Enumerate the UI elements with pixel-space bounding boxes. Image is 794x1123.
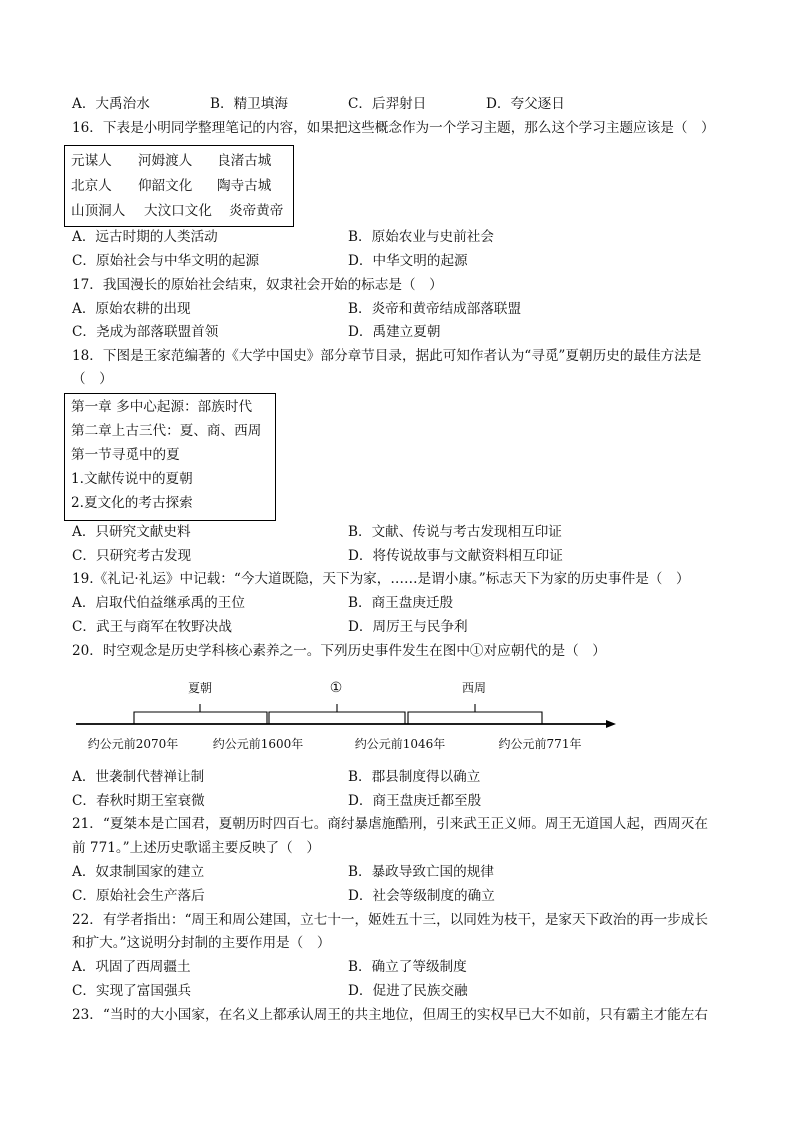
table-cell: 元谋人	[71, 153, 112, 169]
segment-bracket-xizhou	[408, 712, 542, 724]
q15-option-d: D．夸父逐日	[486, 96, 565, 112]
q20-option-b: B．郡县制度得以确立	[348, 769, 481, 785]
q16-option-c: C．原始社会与中华文明的起源	[72, 253, 260, 269]
q16-stem: 16．下表是小明同学整理笔记的内容，如果把这些概念作为一个学习主题，那么这个学习主题应该是（ ）	[72, 120, 715, 136]
tick-label: 约公元前2070年	[87, 737, 179, 751]
q17-option-b: B．炎帝和黄帝结成部落联盟	[348, 301, 522, 317]
segment-label-xizhou: 西周	[461, 681, 487, 695]
q17-stem: 17．我国漫长的原始社会结束，奴隶社会开始的标志是（ ）	[72, 277, 443, 293]
segment-label-circle-1: ①	[329, 680, 343, 696]
q19-option-d: D．周厉王与民争利	[348, 619, 468, 635]
q20-option-c: C．春秋时期王室衰微	[72, 793, 205, 809]
q22-option-d: D．促进了民族交融	[348, 983, 468, 999]
segment-bracket-1	[269, 712, 405, 724]
contents-line: 2.夏文化的考古探索	[71, 495, 193, 511]
q21-option-b: B．暴政导致亡国的规律	[348, 864, 494, 880]
segment-brackets	[134, 704, 542, 724]
segment-bracket-xia	[134, 712, 267, 724]
q18-option-a: A．只研究文献史料	[72, 524, 191, 540]
q23-stem: 23．“当时的大小国家，在名义上都承认周王的共主地位，但周王的实权早已大不如前，只有霸主才能左右	[72, 1007, 708, 1023]
arrow-head-icon	[606, 720, 616, 728]
q17-option-c: C．尧成为部落联盟首领	[72, 324, 219, 340]
q16-option-b: B．原始农业与史前社会	[348, 229, 494, 245]
table-cell: 良渚古城	[217, 153, 272, 169]
segment-label-xia: 夏朝	[187, 681, 213, 695]
q20-stem: 20．时空观念是历史学科核心素养之一。下列历史事件发生在图中①对应朝代的是（ ）	[72, 643, 606, 659]
table-cell: 河姆渡人	[138, 153, 193, 169]
table-cell: 陶寺古城	[217, 178, 272, 194]
table-cell: 北京人	[71, 178, 112, 194]
q22-option-b: B．确立了等级制度	[348, 959, 467, 975]
tick-label: 约公元前1046年	[354, 737, 446, 751]
q21-option-a: A．奴隶制国家的建立	[72, 864, 205, 880]
q22-stem: 22．有学者指出：“周王和周公建国，立七十一，姬姓五十三，以同姓为枝干，是家天下政治的再一步成长	[72, 912, 708, 928]
q18-contents-box	[64, 393, 276, 521]
tick-label: 约公元前771年	[498, 737, 582, 751]
q19-option-b: B．商王盘庚迁殷	[348, 595, 454, 611]
q18-option-c: C．只研究考古发现	[72, 548, 192, 564]
q15-option-a: A．大禹治水	[72, 96, 150, 112]
table-cell: 山顶洞人	[71, 203, 126, 219]
q19-option-c: C．武王与商军在牧野决战	[72, 619, 232, 635]
table-cell: 炎帝黄帝	[229, 203, 284, 219]
contents-line: 第二章上古三代：夏、商、西周	[71, 423, 262, 439]
q16-concept-table	[64, 145, 294, 227]
table-cell: 大汶口文化	[144, 203, 212, 219]
q21-option-c: C．原始社会生产落后	[72, 888, 205, 904]
q18-stem-paren: （ ）	[72, 371, 113, 387]
contents-line: 第一节寻觅中的夏	[71, 447, 180, 463]
q17-option-d: D．禹建立夏朝	[348, 324, 441, 340]
q20-option-d: D．商王盘庚迁都至殷	[348, 793, 482, 809]
q18-option-d: D．将传说故事与文献资料相互印证	[348, 548, 563, 564]
q21-stem: 21．“夏桀本是亡国君，夏朝历时四百七。商纣暴虐施酷刑，引来武王正义师。周王无道国人起，西周灭在	[72, 816, 708, 832]
q21-option-d: D．社会等级制度的确立	[348, 888, 495, 904]
q20-timeline	[0, 670, 794, 760]
q16-option-d: D．中华文明的起源	[348, 253, 468, 269]
tick-label: 约公元前1600年	[212, 737, 304, 751]
table-cell: 仰韶文化	[138, 178, 193, 194]
contents-line: 1.文献传说中的夏朝	[71, 471, 193, 487]
contents-line: 第一章 多中心起源：部族时代	[71, 399, 253, 415]
q20-option-a: A．世袭制代替禅让制	[72, 769, 205, 785]
q15-option-c: C．后羿射日	[348, 96, 427, 112]
q19-option-a: A．启取代伯益继承禹的王位	[72, 595, 245, 611]
q19-stem: 19.《礼记·礼运》中记载：“今大道既隐，天下为家，……是谓小康。”标志天下为家的历史事件是（ ）	[72, 571, 690, 587]
q22-option-a: A．巩固了西周疆土	[72, 959, 191, 975]
q18-option-b: B．文献、传说与考古发现相互印证	[348, 524, 562, 540]
q21-stem-cont: 前 771。”上述历史歌谣主要反映了（ ）	[72, 840, 320, 856]
q22-option-c: C．实现了富国强兵	[72, 983, 192, 999]
q16-option-a: A．远古时期的人类活动	[72, 229, 218, 245]
q22-stem-cont: 和扩大。”这说明分封制的主要作用是（ ）	[72, 935, 331, 951]
q18-stem: 18．下图是王家范编著的《大学中国史》部分章节目录，据此可知作者认为“寻觅”夏朝历史的最佳方法是	[72, 348, 702, 364]
q15-option-b: B．精卫填海	[210, 96, 288, 112]
q17-option-a: A．原始农耕的出现	[72, 301, 191, 317]
